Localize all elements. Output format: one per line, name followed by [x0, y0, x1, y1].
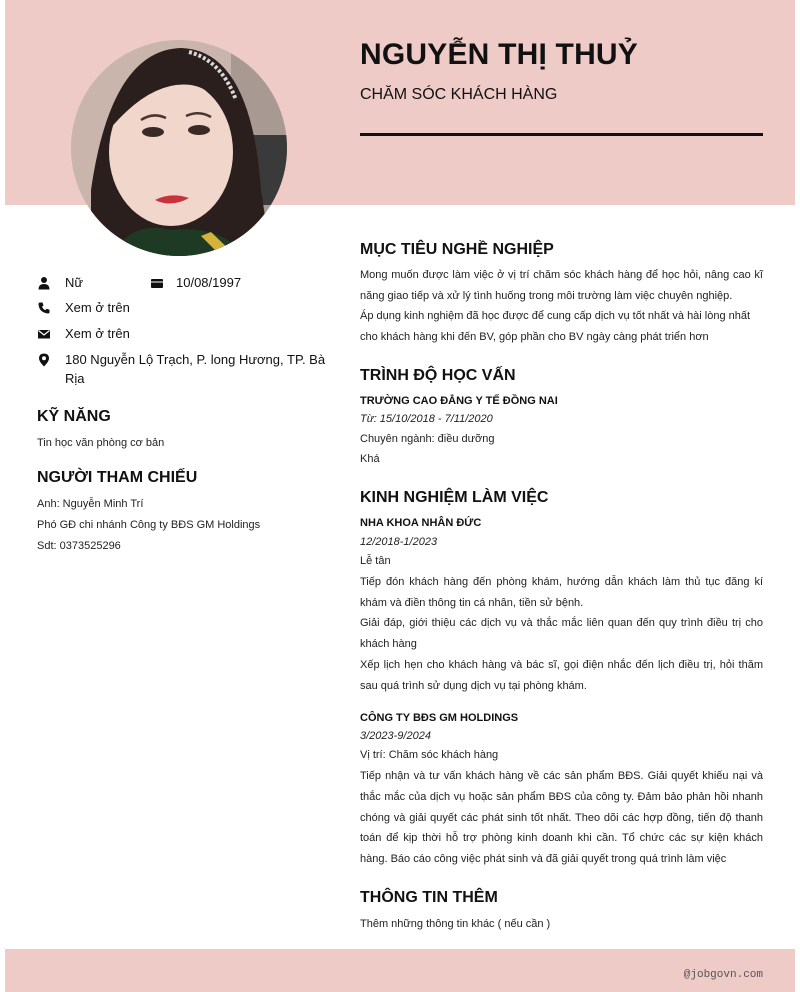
location-pin-icon: [37, 353, 51, 367]
footer-watermark: @jobgovn.com: [683, 969, 763, 981]
address-line-2: Rịa: [65, 371, 85, 386]
education-heading: TRÌNH ĐỘ HỌC VẤN: [360, 367, 516, 384]
cv-page: [5, 0, 795, 992]
education-grade: Khá: [360, 453, 380, 465]
gender-value: Nữ: [65, 275, 84, 290]
experience-heading: KINH NGHIỆM LÀM VIỆC: [360, 489, 549, 506]
person-icon: [37, 276, 51, 290]
title-divider: [360, 133, 763, 136]
education-major: Chuyên ngành: điều dưỡng: [360, 433, 495, 445]
reference-line: Sdt: 0373525296: [37, 540, 121, 552]
footer-band: [5, 949, 795, 992]
reference-line: Anh: Nguyễn Minh Trí: [37, 498, 144, 510]
job-period: 12/2018-1/2023: [360, 536, 438, 548]
email-value: Xem ở trên: [65, 326, 130, 341]
education-period: Từ: 15/10/2018 - 7/11/2020: [360, 413, 493, 425]
envelope-icon: [37, 327, 51, 341]
birthday-value: 10/08/1997: [176, 275, 242, 290]
additional-heading: THÔNG TIN THÊM: [360, 889, 498, 906]
objective-paragraph: Mong muốn được làm việc ở vị trí chăm sóc khách hàng để học hỏi, nâng cao kĩ năng giao tiếp và xử lý tình huống trong môi trường làm việc chuyên nghiệp.: [360, 269, 763, 302]
job-detail: Giải đáp, giới thiệu các dịch vụ và thắc mắc liên quan đến quy trình điều trị cho khách hàng: [360, 617, 763, 650]
reference-line: Phó GĐ chi nhánh Công ty BĐS GM Holdings: [37, 519, 261, 531]
school-name: TRƯỜNG CAO ĐẲNG Y TẾ ĐỒNG NAI: [360, 395, 558, 407]
job-period: 3/2023-9/2024: [360, 730, 431, 742]
avatar-photo: [71, 40, 287, 256]
job-detail: Tiếp nhận và tư vấn khách hàng về các sản phẩm BĐS. Giải quyết khiếu nại và thắc mắc của dịch vụ hoặc sản phẩm BĐS của công ty. Đảm bảo phản hồi nhanh chóng và giải quyết các phát sinh tốt nhất. Theo dõi các hợp đồng, tiến độ thanh toán để kịp thời hỗ trợ phòng kinh doanh khi cần. Tổ chức các sự kiện khách hàng. Báo cáo công việc phát sinh và đã giải quyết trong quá trình làm việc: [360, 770, 763, 866]
skill-item: Tin học văn phòng cơ bản: [37, 437, 165, 449]
calendar-icon: [150, 276, 164, 290]
additional-text: Thêm những thông tin khác ( nếu cần ): [360, 918, 551, 930]
job-detail: Xếp lịch hẹn cho khách hàng và bác sĩ, gọi điện nhắc đến lịch điều trị, hỏi thăm sau quá trình sử dụng dịch vụ tại phòng khám.: [360, 659, 763, 692]
candidate-name: NGUYỄN THỊ THUỶ: [360, 38, 639, 71]
job-role: Lễ tân: [360, 555, 391, 567]
address-line-1: 180 Nguyễn Lộ Trạch, P. long Hương, TP. Bà: [65, 352, 326, 367]
job-title: CHĂM SÓC KHÁCH HÀNG: [360, 86, 558, 103]
job-role: Vị trí: Chăm sóc khách hàng: [360, 749, 499, 761]
job-detail: Tiếp đón khách hàng đến phòng khám, hướng dẫn khách làm thủ tục đăng kí khám và điền thông tin cá nhân, tiền sử bệnh.: [360, 576, 763, 609]
references-heading: NGƯỜI THAM CHIẾU: [37, 469, 198, 486]
company-name: CÔNG TY BĐS GM HOLDINGS: [360, 712, 519, 724]
skills-heading: KỸ NĂNG: [37, 408, 111, 425]
phone-value: Xem ở trên: [65, 300, 130, 315]
company-name: NHA KHOA NHÂN ĐỨC: [360, 517, 482, 529]
objective-heading: MỤC TIÊU NGHỀ NGHIỆP: [360, 241, 554, 258]
objective-paragraph: Áp dụng kinh nghiệm đã học được để cung cấp dịch vụ tốt nhất và hài lòng nhất cho khách hàng khi đến BV, góp phần cho BV ngày càng phát triển hơn: [360, 310, 751, 343]
phone-icon: [37, 301, 51, 315]
portrait-illustration: [71, 40, 287, 256]
